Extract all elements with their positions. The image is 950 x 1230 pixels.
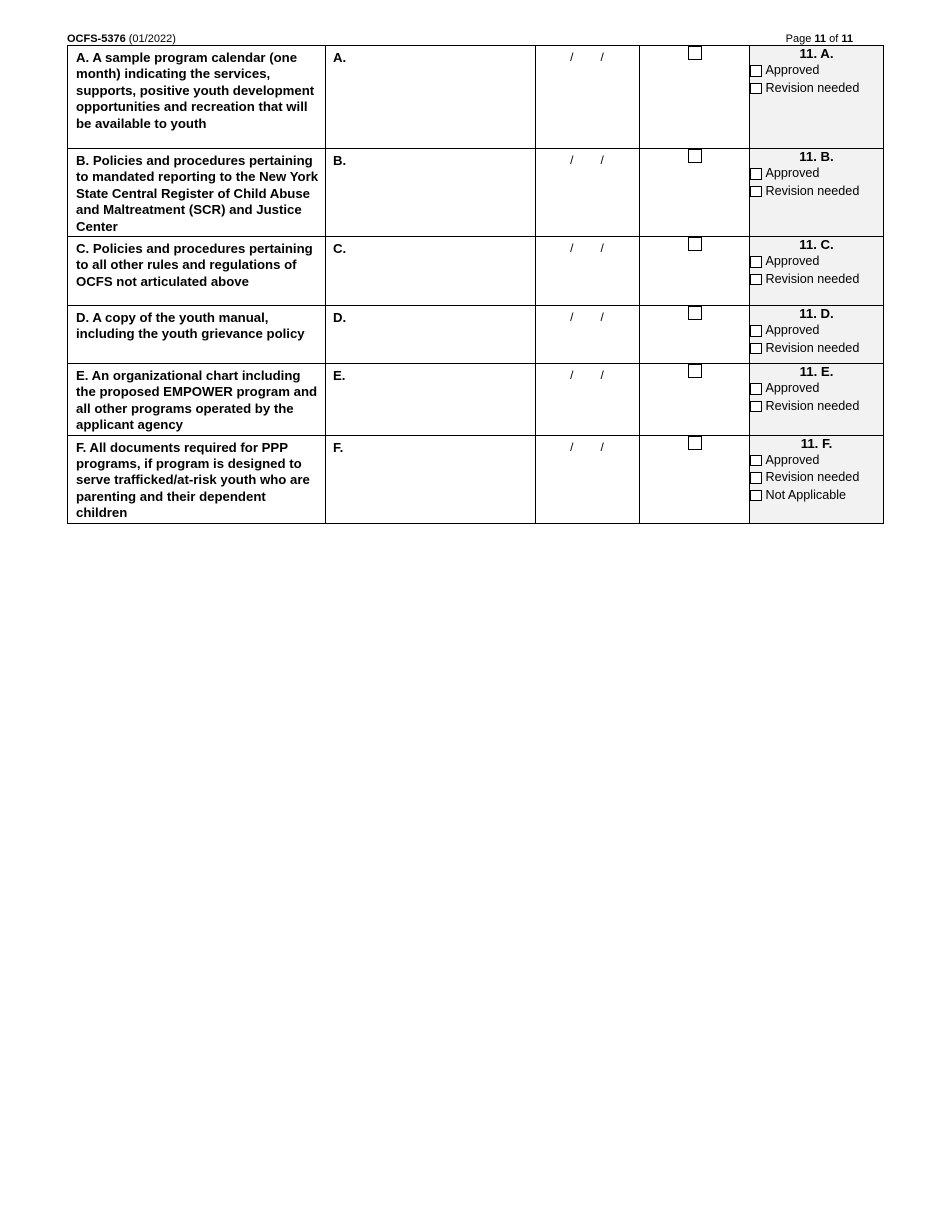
submitted-checkbox-cell [640,46,750,149]
submitted-checkbox[interactable] [688,149,702,163]
date-sep: / [570,368,575,383]
item-description: B. Policies and procedures pertaining to mandated reporting to the New York State Central Register of Child Abuse and Maltreatment (SCR) and Justice Center [68,149,326,237]
table-row [68,435,884,523]
response-field[interactable] [326,306,536,364]
approved-option[interactable]: Approved [750,165,883,183]
submitted-checkbox-cell [640,306,750,364]
date-field[interactable] [536,306,640,364]
approved-checkbox[interactable] [750,325,762,337]
item-letter: D. [333,310,347,326]
item-letter: F. [333,439,344,455]
page-current: 11 [814,33,827,45]
review-cell [750,435,884,523]
response-field[interactable] [326,46,536,149]
item-description: D. A copy of the youth manual, including the youth grievance policy [68,306,326,364]
approved-option[interactable]: Approved [750,62,883,80]
date-sep: / [570,439,575,454]
item-letter: A. [333,50,347,65]
approved-option[interactable]: Approved [750,322,883,340]
date-sep: / [570,153,575,167]
approved-checkbox[interactable] [750,455,762,467]
revision-checkbox[interactable] [750,83,762,95]
approved-checkbox[interactable] [750,168,762,180]
date-field[interactable] [536,364,640,436]
date-sep: / [600,439,605,454]
review-cell [750,306,884,364]
submitted-checkbox-cell [640,364,750,436]
form-date: (01/2022) [128,33,176,45]
revision-option[interactable]: Revision needed [750,340,883,358]
approved-option[interactable]: Approved [750,253,883,271]
item-description: E. An organizational chart including the proposed EMPOWER program and all other programs operated by the applicant agency [68,364,326,436]
revision-checkbox[interactable] [750,472,762,484]
review-cell [750,46,884,149]
approved-option[interactable]: Approved [750,380,883,398]
review-label: 11. D. [799,306,834,322]
item-description: A. A sample program calendar (one month) indicating the services, supports, positive youth development opportunities and recreation that will be available to youth [68,46,326,149]
date-sep: / [600,153,605,167]
document-checklist-table [67,45,884,524]
submitted-checkbox[interactable] [688,364,702,378]
item-letter: E. [333,368,346,384]
review-label: 11. F. [800,435,833,451]
date-field[interactable] [536,149,640,237]
review-cell [750,149,884,237]
submitted-checkbox-cell [640,435,750,523]
review-cell [750,237,884,306]
review-cell [750,364,884,436]
table-row [68,364,884,436]
response-field[interactable] [326,149,536,237]
table-row [68,237,884,306]
date-field[interactable] [536,46,640,149]
review-label: 11. A. [799,46,834,61]
revision-checkbox[interactable] [750,401,762,413]
revision-checkbox[interactable] [750,186,762,198]
submitted-checkbox-cell [640,237,750,306]
date-sep: / [600,310,605,325]
table-row [68,149,884,237]
review-label: 11. C. [799,237,834,253]
date-sep: / [570,310,575,325]
response-field[interactable] [326,364,536,436]
table-row [68,306,884,364]
submitted-checkbox[interactable] [688,306,702,320]
submitted-checkbox[interactable] [688,436,702,450]
page-word: Page [785,33,812,45]
revision-option[interactable]: Revision needed [750,398,883,416]
table-row [68,46,884,149]
date-field[interactable] [536,237,640,306]
revision-option[interactable]: Revision needed [750,183,883,201]
review-label: 11. B. [799,149,834,164]
not-applicable-checkbox[interactable] [750,490,762,502]
page-of: of [829,33,839,45]
submitted-checkbox[interactable] [688,237,702,251]
revision-option[interactable]: Revision needed [750,271,883,289]
response-field[interactable] [326,435,536,523]
revision-checkbox[interactable] [750,343,762,355]
item-description: C. Policies and procedures pertaining to all other rules and regulations of OCFS not articulated above [68,237,326,306]
revision-option[interactable]: Revision needed [750,80,883,98]
item-letter: B. [333,153,347,168]
response-field[interactable] [326,237,536,306]
item-description: F. All documents required for PPP programs, if program is designed to serve trafficked/at-risk youth who are parenting and their dependent children [68,435,326,523]
approved-checkbox[interactable] [750,65,762,77]
submitted-checkbox-cell [640,149,750,237]
page-total: 11 [841,33,853,45]
approved-checkbox[interactable] [750,256,762,268]
revision-option[interactable]: Revision needed [750,469,883,487]
date-sep: / [600,241,605,256]
date-sep: / [570,241,575,256]
approved-option[interactable]: Approved [750,452,883,470]
date-field[interactable] [536,435,640,523]
revision-checkbox[interactable] [750,274,762,286]
form-id: OCFS-5376 [67,33,126,45]
date-sep: / [600,368,605,383]
item-letter: C. [333,241,347,257]
submitted-checkbox[interactable] [688,46,702,60]
not-applicable-option[interactable]: Not Applicable [750,487,883,505]
review-label: 11. E. [799,364,834,380]
date-sep: / [570,50,575,64]
approved-checkbox[interactable] [750,383,762,395]
date-sep: / [600,50,605,64]
